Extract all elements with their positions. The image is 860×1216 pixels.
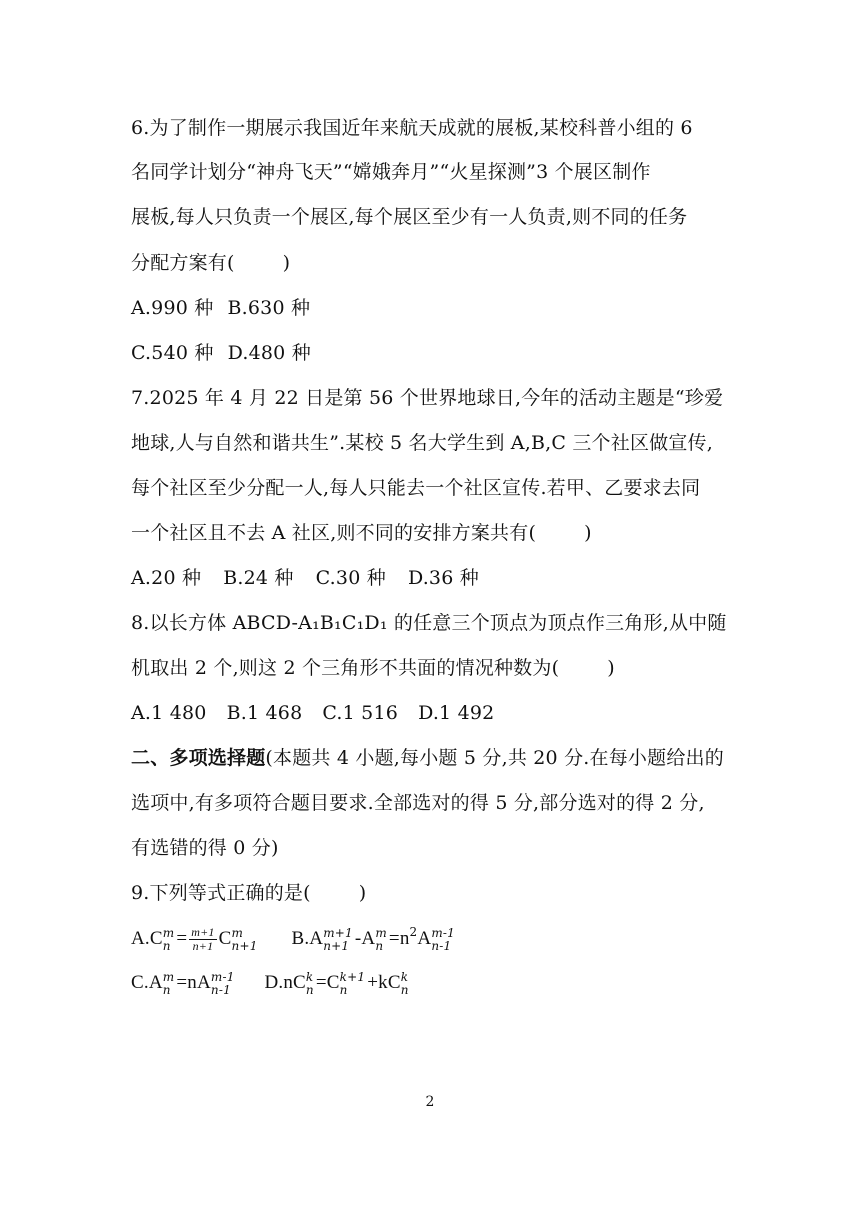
q9-paren-close: )	[358, 882, 367, 904]
q8-line-2	[131, 656, 615, 680]
section2-line-2: 选项中,有多项符合题目要求.全部选对的得 5 分,部分选对的得 2 分,	[131, 792, 705, 814]
fraction: $\frac{m+1}{n+1}$	[191, 925, 215, 953]
q6-line-1: 6.为了制作一期展示我国近年来航天成就的展板,某校科普小组的 6	[131, 117, 693, 139]
q7-line-4	[131, 521, 592, 545]
q9-stem	[131, 881, 366, 905]
q7-option-c: C.30 种	[315, 567, 386, 589]
q8-stem-end: 机取出 2 个,则这 2 个三角形不共面的情况种数为(	[131, 657, 560, 679]
page-number: 2	[425, 1094, 435, 1110]
q8-options	[131, 701, 494, 725]
q9-option-b: B.A m+1 n+1 -A m n $=n^2A$ m-1 n-1	[291, 924, 455, 953]
section-heading: 二、多项选择题	[131, 747, 266, 769]
q7-options	[131, 566, 479, 590]
q8-option-b: B.1 468	[226, 702, 303, 724]
q8-line-1: 8.以长方体 ABCD-A₁B₁C₁D₁ 的任意三个顶点为顶点作三角形,从中随	[131, 612, 727, 634]
q6-options-row-1	[131, 296, 310, 320]
q6-option-c: C.540 种	[131, 342, 214, 364]
q6-line-3: 展板,每人只负责一个展区,每个展区至少有一人负责,则不同的任务	[131, 206, 688, 228]
q9-option-d: D.nC k n =C k+1 n +kC k n	[264, 970, 409, 997]
q8-option-d: D.1 492	[418, 702, 495, 724]
q6-option-a: A.990 种	[131, 297, 214, 319]
q9-option-a: A.C m n = $\frac{m+1}{n+1}$ C m n+1	[131, 925, 258, 953]
q6-option-b: B.630 种	[227, 297, 311, 319]
q7-stem-end: 一个社区且不去 A 社区,则不同的安排方案共有(	[131, 522, 537, 544]
q6-line-2: 名同学计划分“神舟飞天”“嫦娥奔月”“火星探测”3 个展区制作	[131, 161, 651, 183]
q6-option-d: D.480 种	[227, 342, 311, 364]
q8-paren-close: )	[607, 657, 615, 679]
q6-options-row-2	[131, 341, 311, 365]
q7-option-d: D.36 种	[407, 567, 479, 589]
q7-line-2: 地球,人与自然和谐共生”.某校 5 名大学生到 A,B,C 三个社区做宣传,	[131, 432, 713, 454]
q9-stem-text: 9.下列等式正确的是(	[131, 882, 311, 904]
q7-option-b: B.24 种	[223, 567, 294, 589]
q6-stem-end: 分配方案有(	[131, 252, 235, 274]
q7-line-1: 7.2025 年 4 月 22 日是第 56 个世界地球日,今年的活动主题是“珍爱	[131, 387, 724, 409]
section-instructions: (本题共 4 小题,每小题 5 分,共 20 分.在每小题给出的	[265, 747, 724, 769]
q7-line-3: 每个社区至少分配一人,每人只能去一个社区宣传.若甲、乙要求去同	[131, 477, 701, 499]
section2-line-1	[131, 746, 724, 770]
q6-paren-close: )	[282, 252, 291, 274]
q9-options-row-1	[131, 926, 457, 953]
q7-option-a: A.20 种	[131, 567, 202, 589]
section2-line-3: 有选错的得 0 分)	[131, 837, 279, 859]
q9-options-row-2	[131, 971, 411, 997]
q8-option-c: C.1 516	[322, 702, 399, 724]
q7-paren-close: )	[584, 522, 592, 544]
q6-line-4	[131, 251, 290, 275]
q9-option-c: C.A m n =nA m-1 n-1	[131, 970, 235, 997]
q8-option-a: A.1 480	[131, 702, 207, 724]
